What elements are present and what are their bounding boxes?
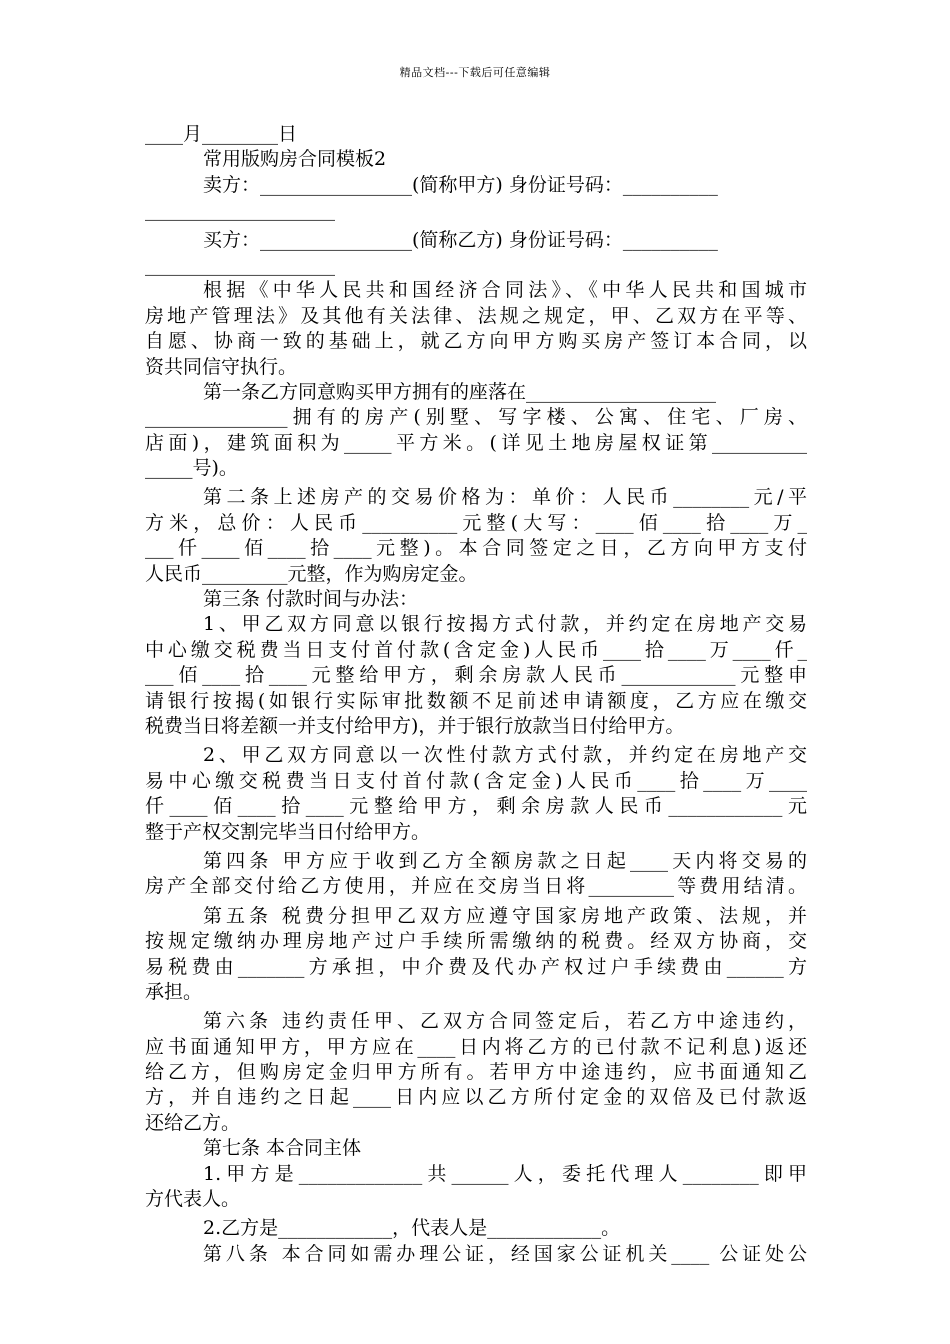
text-line: ____________________ [145,199,335,222]
text-line: 仟____佰____拾____元整给甲方，剩余房款人民币____________元 [145,795,807,818]
text-line: 房地产管理法》及其他有关法律、法规之规定，甲、乙双方在平等、 [145,304,807,327]
text-line: 请银行按揭(如银行实际审批数额不足前述申请额度，乙方应在缴交 [145,689,807,712]
text-line: 第一条乙方同意购买甲方拥有的座落在____________________ [203,380,717,403]
text-line: ____________________ [145,253,335,276]
text-line: 中心缴交税费当日支付首付款(含定金)人民币____拾____万____仟_ [145,638,807,661]
text-line: 易中心缴交税费当日支付首付款(含定金)人民币____拾____万____ [145,769,807,792]
text-line: ____月________日 [145,123,298,145]
text-line: 税费当日将差额一并支付给甲方)，并于银行放款当日付给甲方。 [145,714,685,737]
text-line: 根据《中华人民共和国经济合同法》、《中华人民共和国城市 [203,279,807,302]
text-line: 买方：________________(简称乙方) 身份证号码：__________ [203,228,718,251]
text-line: 资共同信守执行。 [145,355,298,378]
text-line: 方代表人。 [145,1188,241,1211]
text-line: 第五条 税费分担甲乙双方应遵守国家房地产政策、法规，并 [203,904,807,927]
text-line: 整于产权交割完毕当日付给甲方。 [145,820,431,843]
text-line: 承担。 [145,980,203,1003]
text-line: 店面)，建筑面积为_____平方米。(详见土地房屋权证第__________ [145,431,807,454]
text-line: 第三条 付款时间与办法： [203,588,419,611]
text-line: _____号)。 [145,457,238,480]
text-line: 卖方：________________(简称甲方) 身份证号码：__________ [203,173,718,196]
text-line: 第六条 违约责任甲、乙双方合同签定后，若乙方中途违约， [203,1010,807,1033]
text-line: 第二条上述房产的交易价格为：单价：人民币________元/平 [203,486,807,509]
text-line: 自愿、协商一致的基础上，就乙方向甲方购买房产签订本合同，以 [145,330,807,353]
text-line: 1.甲方是_____________共______人，委托代理人________即甲 [203,1162,807,1185]
text-line: 2、甲乙双方同意以一次性付款方式付款，并约定在房地产交 [203,744,807,767]
text-line: 2.乙方是____________，代表人是____________。 [203,1217,621,1240]
text-line: 第八条 本合同如需办理公证，经国家公证机关____ 公证处公 [203,1242,807,1265]
text-line: 1、甲乙双方同意以银行按揭方式付款，并约定在房地产交易 [203,613,807,636]
text-line: _______________拥有的房产(别墅、写字楼、公寓、住宅、厂房、 [145,406,807,429]
text-line: ___仟____佰____拾____元整)。本合同签定之日，乙方向甲方支付 [145,537,807,560]
text-line: 还给乙方。 [145,1111,241,1134]
text-line: 方米，总价：人民币__________元整(大写：____佰____拾____万_ [145,511,807,534]
text-line: 方，并自违约之日起____日内应以乙方所付定金的双倍及已付款返 [145,1086,807,1109]
text-line: ___佰____拾____元整给甲方，剩余房款人民币____________元整申 [145,664,807,687]
text-line: 人民币_________元整，作为购房定金。 [145,562,478,585]
text-line: 按规定缴纳办理房地产过户手续所需缴纳的税费。经双方协商，交 [145,930,807,953]
text-line: 给乙方，但购房定金归甲方所有。若甲方中途违约，应书面通知乙 [145,1061,807,1084]
text-line: 第七条 本合同主体 [203,1137,362,1160]
text-line: 房产全部交付给乙方使用，并应在交房当日将_________等费用结清。 [145,875,807,898]
text-line: 应书面通知甲方，甲方应在____日内将乙方的已付款不记利息)返还 [145,1035,807,1058]
page-header: 精品文档---下载后可任意编辑 [399,66,551,79]
text-line: 常用版购房合同模板2 [203,148,387,171]
document-body [145,122,807,1267]
text-line: 易税费由_______方承担，中介费及代办产权过户手续费由______方 [145,955,807,978]
text-line: 第四条 甲方应于收到乙方全额房款之日起____天内将交易的 [203,849,807,872]
